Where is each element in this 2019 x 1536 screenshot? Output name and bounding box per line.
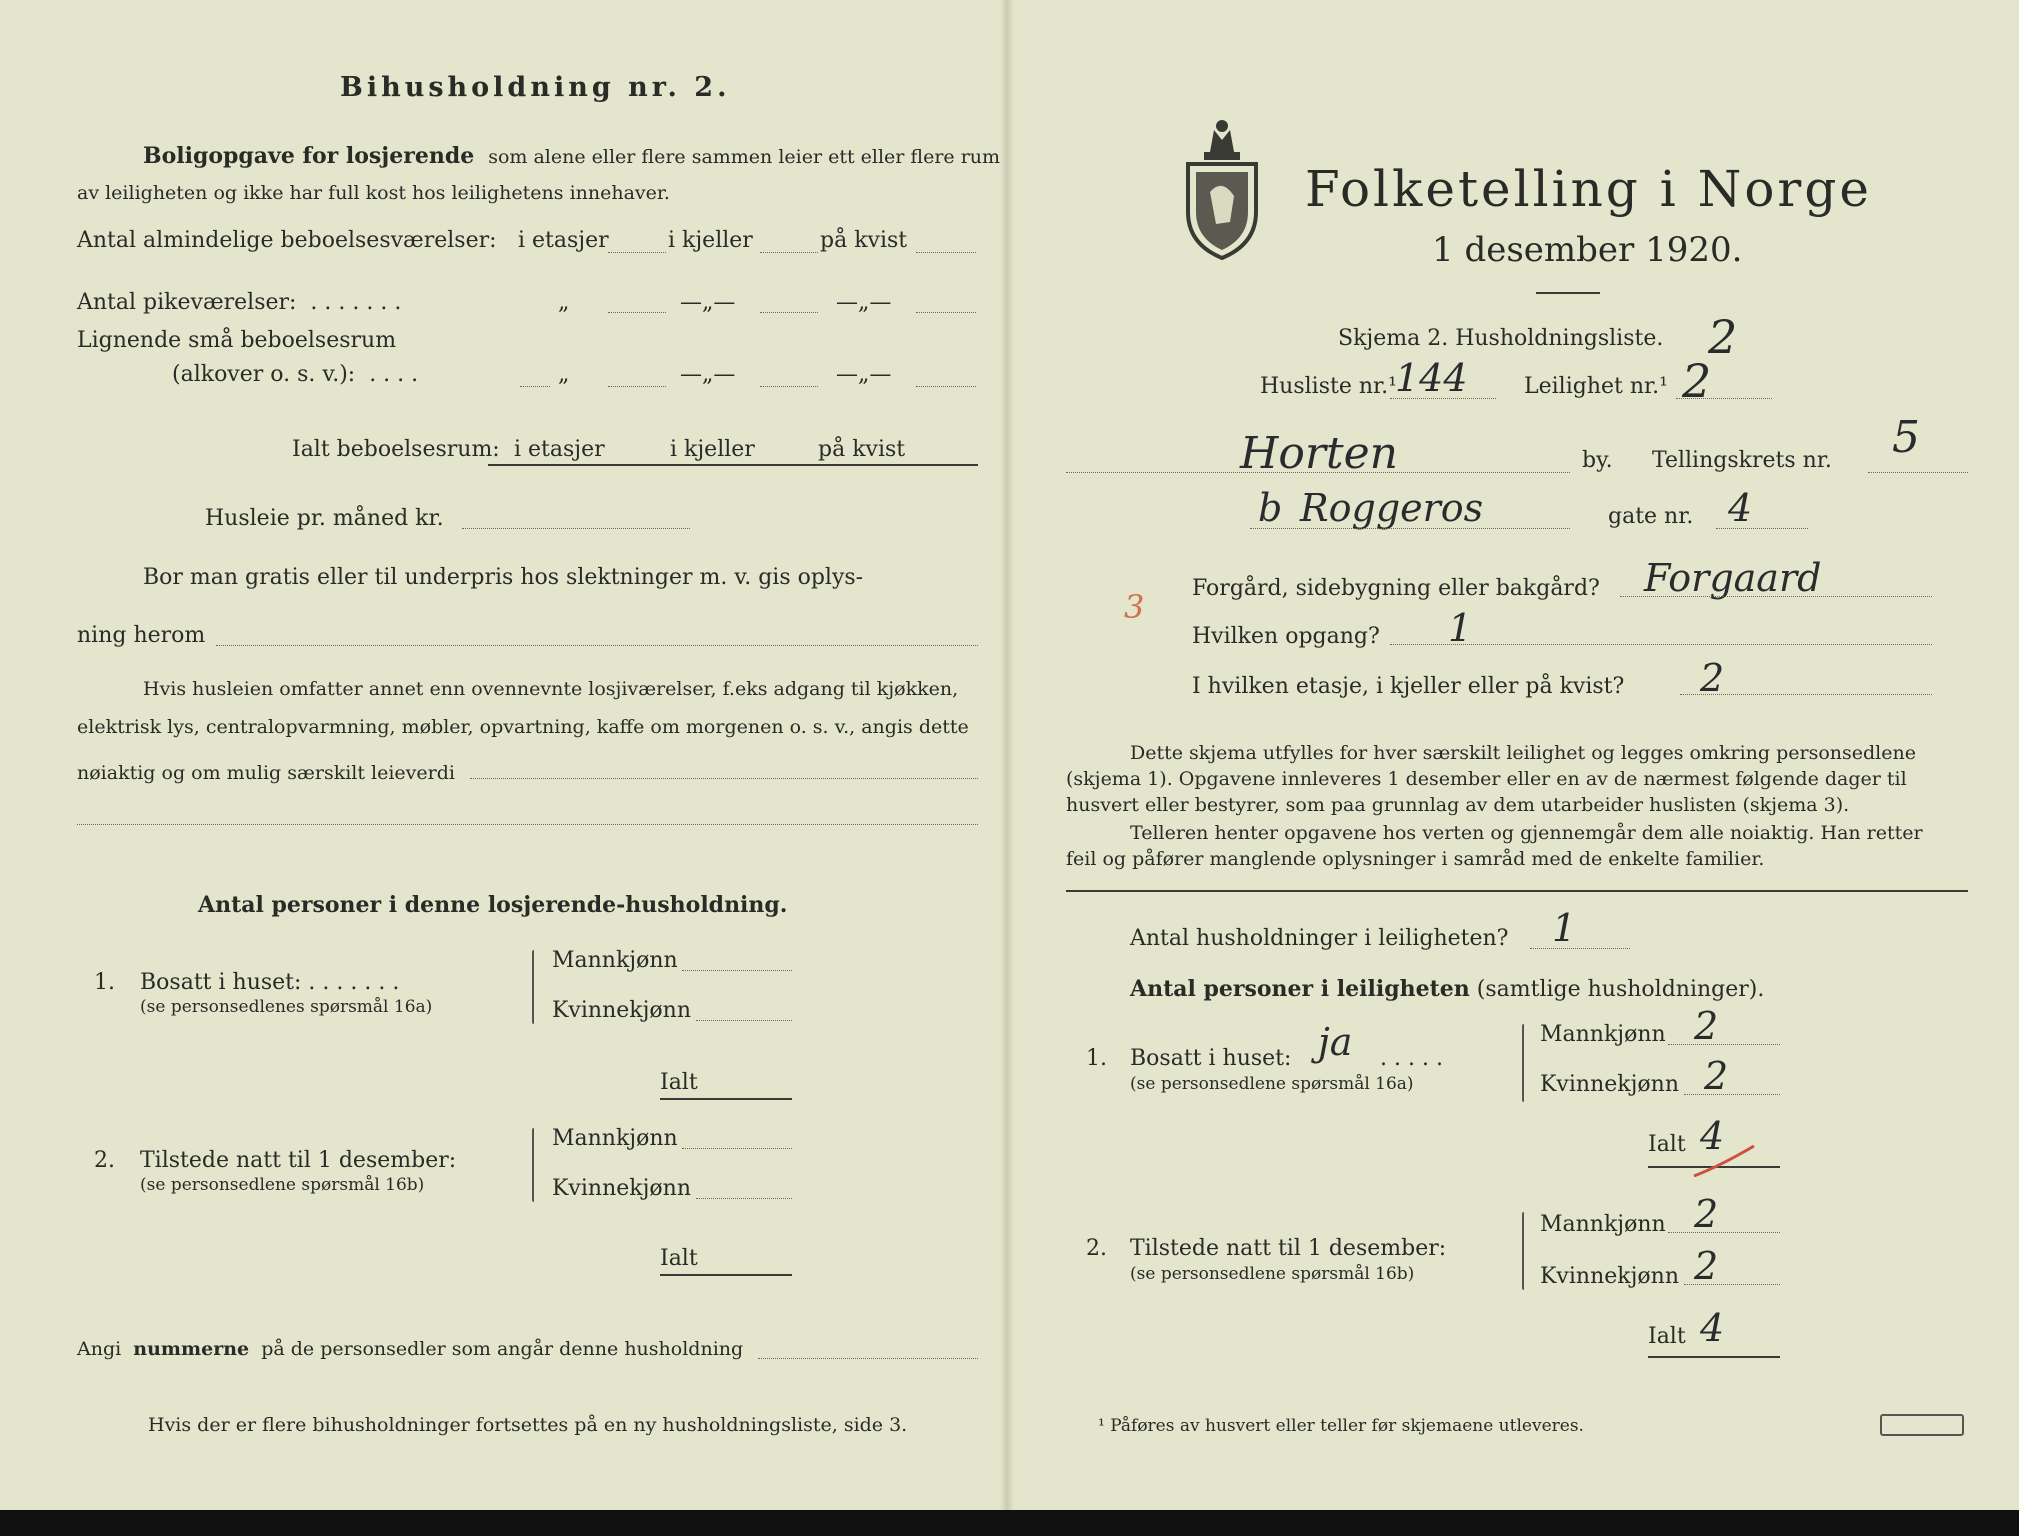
lignende-label2: (alkover o. s. v.): . . . . (172, 362, 419, 387)
margin-mark: 3 (1124, 588, 1145, 626)
right-q1-ialt-value: 4 (1700, 1114, 1725, 1158)
krets-label: Tellingskrets nr. (1652, 448, 1832, 473)
forgard-value: Forgaard (1644, 556, 1822, 600)
note-line2: elektrisk lys, centralopvarmning, møbler, opvartning, kaffe om morgenen o. s. v., angis dette (77, 716, 969, 738)
gate-prefix: b (1258, 486, 1283, 530)
info-line5: feil og påfører manglende oplysninger i samråd med de enkelte familier. (1066, 848, 1765, 870)
lignende-label: Lignende små beboelsesrum (77, 328, 397, 353)
gratis-line1: Bor man gratis eller til underpris hos slektninger m. v. gis oplys- (143, 565, 864, 590)
right-q1-ialt-label: Ialt (1648, 1132, 1686, 1157)
left-q2-sub: (se personsedlene spørsmål 16b) (140, 1175, 425, 1195)
by-value: Horten (1240, 428, 1398, 479)
right-q1-hand: ja (1318, 1020, 1353, 1064)
gate-no: 4 (1728, 486, 1753, 530)
forgard-label: Forgård, sidebygning eller bakgård? (1192, 576, 1600, 601)
norway-coat-of-arms-icon (1180, 112, 1264, 262)
antal-hush-label: Antal husholdninger i leiligheten? (1130, 926, 1509, 951)
footnote: ¹ Påføres av husvert eller teller før skjemaene utleveres. (1098, 1416, 1584, 1436)
printer-stamp (1880, 1414, 1964, 1436)
rooms-kjeller: i kjeller (668, 228, 753, 253)
ialt-kjeller: i kjeller (670, 437, 755, 462)
left-title: Bihusholdning nr. 2. (340, 72, 731, 103)
info-line1: Dette skjema utfylles for hver særskilt leilighet og legges omkring personsedlene (1130, 742, 1916, 764)
left-q2-ialt: Ialt (660, 1246, 698, 1271)
info-line4: Telleren henter opgavene hos verten og gjennemgår dem alle noiaktig. Han retter (1130, 822, 1923, 844)
right-q2-ialt-label: Ialt (1648, 1324, 1686, 1349)
right-q1-kvinne-label: Kvinnekjønn (1540, 1072, 1679, 1097)
right-q1-dots: . . . . . (1380, 1046, 1443, 1071)
left-q1-mann: Mannkjønn (552, 948, 678, 973)
gratis-line2: ning herom (77, 623, 206, 648)
right-q1-mann-value: 2 (1694, 1004, 1719, 1048)
ialt-kvist: på kvist (818, 437, 906, 462)
left-q1-num: 1. (94, 970, 115, 995)
rooms-etasjer: i etasjer (518, 228, 609, 253)
page-fold (1000, 0, 1014, 1510)
by-label: by. (1582, 448, 1613, 473)
gate-label: gate nr. (1608, 504, 1694, 529)
left-q2-num: 2. (94, 1148, 115, 1173)
etasje-value: 2 (1700, 656, 1725, 700)
etasje-label: I hvilken etasje, i kjeller eller på kvist? (1192, 674, 1625, 699)
info-line2: (skjema 1). Opgavene innleveres 1 desember eller en av de nærmest følgende dager til (1066, 768, 1907, 790)
left-q1-label: Bosatt i huset: . . . . . . . (140, 970, 400, 995)
intro-line2: av leiligheten og ikke har full kost hos leilighetens innehaver. (77, 182, 670, 204)
rooms-kvist: på kvist (820, 228, 908, 253)
husliste-value: 144 (1395, 356, 1468, 400)
left-q1-sub: (se personsedlenes spørsmål 16a) (140, 997, 433, 1017)
note-line3: nøiaktig og om mulig særskilt leieverdi (77, 762, 455, 784)
opgang-label: Hvilken opgang? (1192, 624, 1380, 649)
ditto-dash: —„— (836, 362, 892, 387)
left-q1-kvinne: Kvinnekjønn (552, 998, 691, 1023)
ditto-dash: —„— (680, 290, 736, 315)
left-footer: Hvis der er flere bihusholdninger fortsettes på en ny husholdningsliste, side 3. (148, 1414, 908, 1436)
note-line1: Hvis husleien omfatter annet enn ovennevnte losjiværelser, f.eks adgang til kjøkken, (143, 678, 959, 700)
left-q2-mann: Mannkjønn (552, 1126, 678, 1151)
right-q2-kvinne-value: 2 (1694, 1244, 1719, 1288)
left-persons-title: Antal personer i denne losjerende-husholdning. (198, 892, 788, 918)
pike-label: Antal pikeværelser: . . . . . . . (77, 290, 402, 315)
gate-value: Roggeros (1300, 486, 1484, 530)
skjema-hand-value: 2 (1708, 310, 1738, 364)
opgang-value: 1 (1448, 606, 1473, 650)
leilighet-value: 2 (1682, 354, 1712, 408)
left-q2-label: Tilstede natt til 1 desember: (140, 1148, 457, 1173)
ditto-dash: —„— (680, 362, 736, 387)
left-q2-kvinne: Kvinnekjønn (552, 1176, 691, 1201)
left-q1-ialt: Ialt (660, 1070, 698, 1095)
right-q1-sub: (se personsedlene spørsmål 16a) (1130, 1074, 1414, 1094)
ialt-etasjer: i etasjer (514, 437, 605, 462)
right-q1-num: 1. (1086, 1046, 1107, 1071)
antal-hush-value: 1 (1552, 906, 1577, 950)
rooms-label: Antal almindelige beboelsesværelser: (77, 228, 497, 253)
right-q1-label: Bosatt i huset: (1130, 1046, 1292, 1071)
right-q2-mann-value: 2 (1694, 1192, 1719, 1236)
right-q2-kvinne-label: Kvinnekjønn (1540, 1264, 1679, 1289)
ditto-mark: „ (558, 362, 570, 387)
intro-bold: Boligopgave for losjerende som alene eller flere sammen leier ett eller flere rum (143, 143, 1001, 169)
right-q2-sub: (se personsedlene spørsmål 16b) (1130, 1264, 1415, 1284)
right-q1-mann-label: Mannkjønn (1540, 1022, 1666, 1047)
right-q2-label: Tilstede natt til 1 desember: (1130, 1236, 1447, 1261)
ialt-rooms-label: Ialt beboelsesrum: (292, 437, 500, 462)
ditto-mark: „ (558, 290, 570, 315)
right-q1-kvinne-value: 2 (1704, 1054, 1729, 1098)
right-q2-mann-label: Mannkjønn (1540, 1212, 1666, 1237)
krets-value: 5 (1892, 412, 1920, 463)
right-title: Folketelling i Norge (1305, 160, 1872, 218)
ditto-dash: —„— (836, 290, 892, 315)
right-persons-title: Antal personer i leiligheten (samtlige husholdninger). (1130, 976, 1765, 1002)
leilighet-label: Leilighet nr.¹ (1524, 374, 1668, 399)
skjema-label: Skjema 2. Husholdningsliste. (1338, 326, 1664, 351)
census-date: 1 desember 1920. (1432, 230, 1743, 270)
right-q2-ialt-value: 4 (1700, 1306, 1725, 1350)
info-line3: husvert eller bestyrer, som paa grunnlag av dem utarbeider huslisten (skjema 3). (1066, 794, 1850, 816)
right-q2-num: 2. (1086, 1236, 1107, 1261)
husliste-label: Husliste nr.¹ (1260, 374, 1397, 399)
red-check-mark-icon (1690, 1140, 1760, 1180)
angi-line: Angi nummerne på de personsedler som angår denne husholdning (77, 1338, 744, 1360)
husleie-label: Husleie pr. måned kr. (205, 506, 444, 531)
